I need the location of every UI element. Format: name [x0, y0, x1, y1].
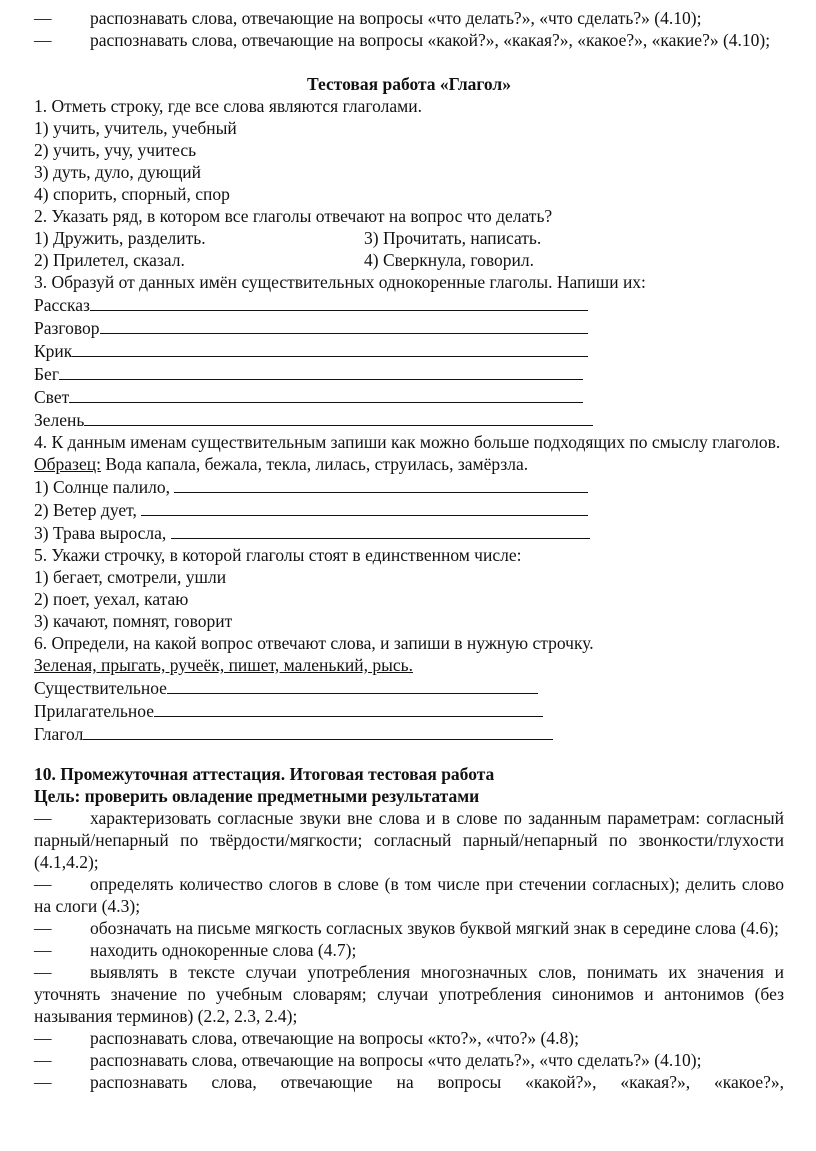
document-page	[34, 7, 784, 1093]
question-1: 1. Отметь строку, где все слова являются глаголами.	[34, 96, 422, 116]
option: 1) учить, учитель, учебный	[34, 118, 237, 138]
question-2: 2. Указать ряд, в котором все глаголы отвечают на вопрос что делать?	[34, 206, 553, 226]
option: 2) учить, учу, учитесь	[34, 140, 197, 160]
answer-line[interactable]: 3) Трава выросла,	[34, 521, 590, 544]
answer-line[interactable]: Глагол	[34, 722, 553, 745]
test-title: Тестовая работа «Глагол»	[306, 74, 511, 94]
options-row: 2) Прилетел, сказал. 4) Сверкнула, говорил.	[34, 250, 535, 270]
word-list: Зеленая, прыгать, ручеёк, пишет, маленький, рысь.	[34, 655, 413, 675]
goal-item: — обозначать на письме мягкость согласных звуков буквой мягкий знак в середине слова (4.6);	[34, 918, 779, 938]
option: 3) дуть, дуло, дующий	[34, 162, 202, 182]
option: 2) поет, уехал, катаю	[34, 589, 189, 609]
goal-item: — находить однокоренные слова (4.7);	[34, 940, 357, 960]
goal-item: — выявлять в тексте случаи употребления многозначных слов, понимать их значения и уточнять значение по учебным словарям; случаи употребления синонимов и антонимов (без называния терминов) (2.2, 2.3, 2.4);	[34, 962, 784, 1026]
goal-item: — распознавать слова, отвечающие на вопросы «что делать?», «что сделать?» (4.10);	[34, 1050, 702, 1070]
answer-line[interactable]: 1) Солнце палило,	[34, 475, 588, 498]
answer-line[interactable]: Крик	[34, 339, 588, 362]
answer-line[interactable]: Разговор	[34, 316, 588, 339]
question-5: 5. Укажи строчку, в которой глаголы стоят в единственном числе:	[34, 545, 522, 565]
question-4: 4. К данным именам существительным запиши как можно больше подходящих по смыслу глаголов.	[34, 432, 781, 452]
answer-line[interactable]: Прилагательное	[34, 699, 543, 722]
answer-line[interactable]: Существительное	[34, 676, 538, 699]
option: 1) бегает, смотрели, ушли	[34, 567, 227, 587]
section-goal: Цель: проверить овладение предметными результатами	[34, 786, 480, 806]
intro-item: — распознавать слова, отвечающие на вопросы «что делать?», «что сделать?» (4.10);	[34, 8, 702, 28]
answer-line[interactable]: Бег	[34, 362, 583, 385]
goal-item: — распознавать слова, отвечающие на вопросы «кто?», «что?» (4.8);	[34, 1028, 579, 1048]
goal-item: — характеризовать согласные звуки вне слова и в слове по заданным параметрам: согласный парный/непарный по твёрдости/мягкости; согласный парный/непарный по звонкости/глухости (4.1,4.2);	[34, 808, 784, 872]
option: 4) спорить, спорный, спор	[34, 184, 230, 204]
option: 3) качают, помнят, говорит	[34, 611, 233, 631]
goal-item: — определять количество слогов в слове (в том числе при стечении согласных); делить слово на слоги (4.3);	[34, 874, 784, 916]
answer-line[interactable]: 2) Ветер дует,	[34, 498, 588, 521]
answer-line[interactable]: Зелень	[34, 408, 593, 431]
answer-line[interactable]: Рассказ	[34, 293, 588, 316]
sample: Образец: Вода капала, бежала, текла, лилась, струилась, замёрзла.	[34, 454, 529, 474]
question-6: 6. Определи, на какой вопрос отвечают слова, и запиши в нужную строчку.	[34, 633, 594, 653]
goal-item: — распознавать слова, отвечающие на вопросы «какой?», «какая?», «какое?»,	[34, 1072, 784, 1092]
intro-item: — распознавать слова, отвечающие на вопросы «какой?», «какая?», «какое?», «какие?» (4.10);	[34, 30, 771, 50]
section-title: 10. Промежуточная аттестация. Итоговая тестовая работа	[34, 764, 495, 784]
question-3: 3. Образуй от данных имён существительных однокоренные глаголы. Напиши их:	[34, 272, 646, 292]
options-row: 1) Дружить, разделить. 3) Прочитать, написать.	[34, 228, 542, 248]
answer-line[interactable]: Свет	[34, 385, 583, 408]
